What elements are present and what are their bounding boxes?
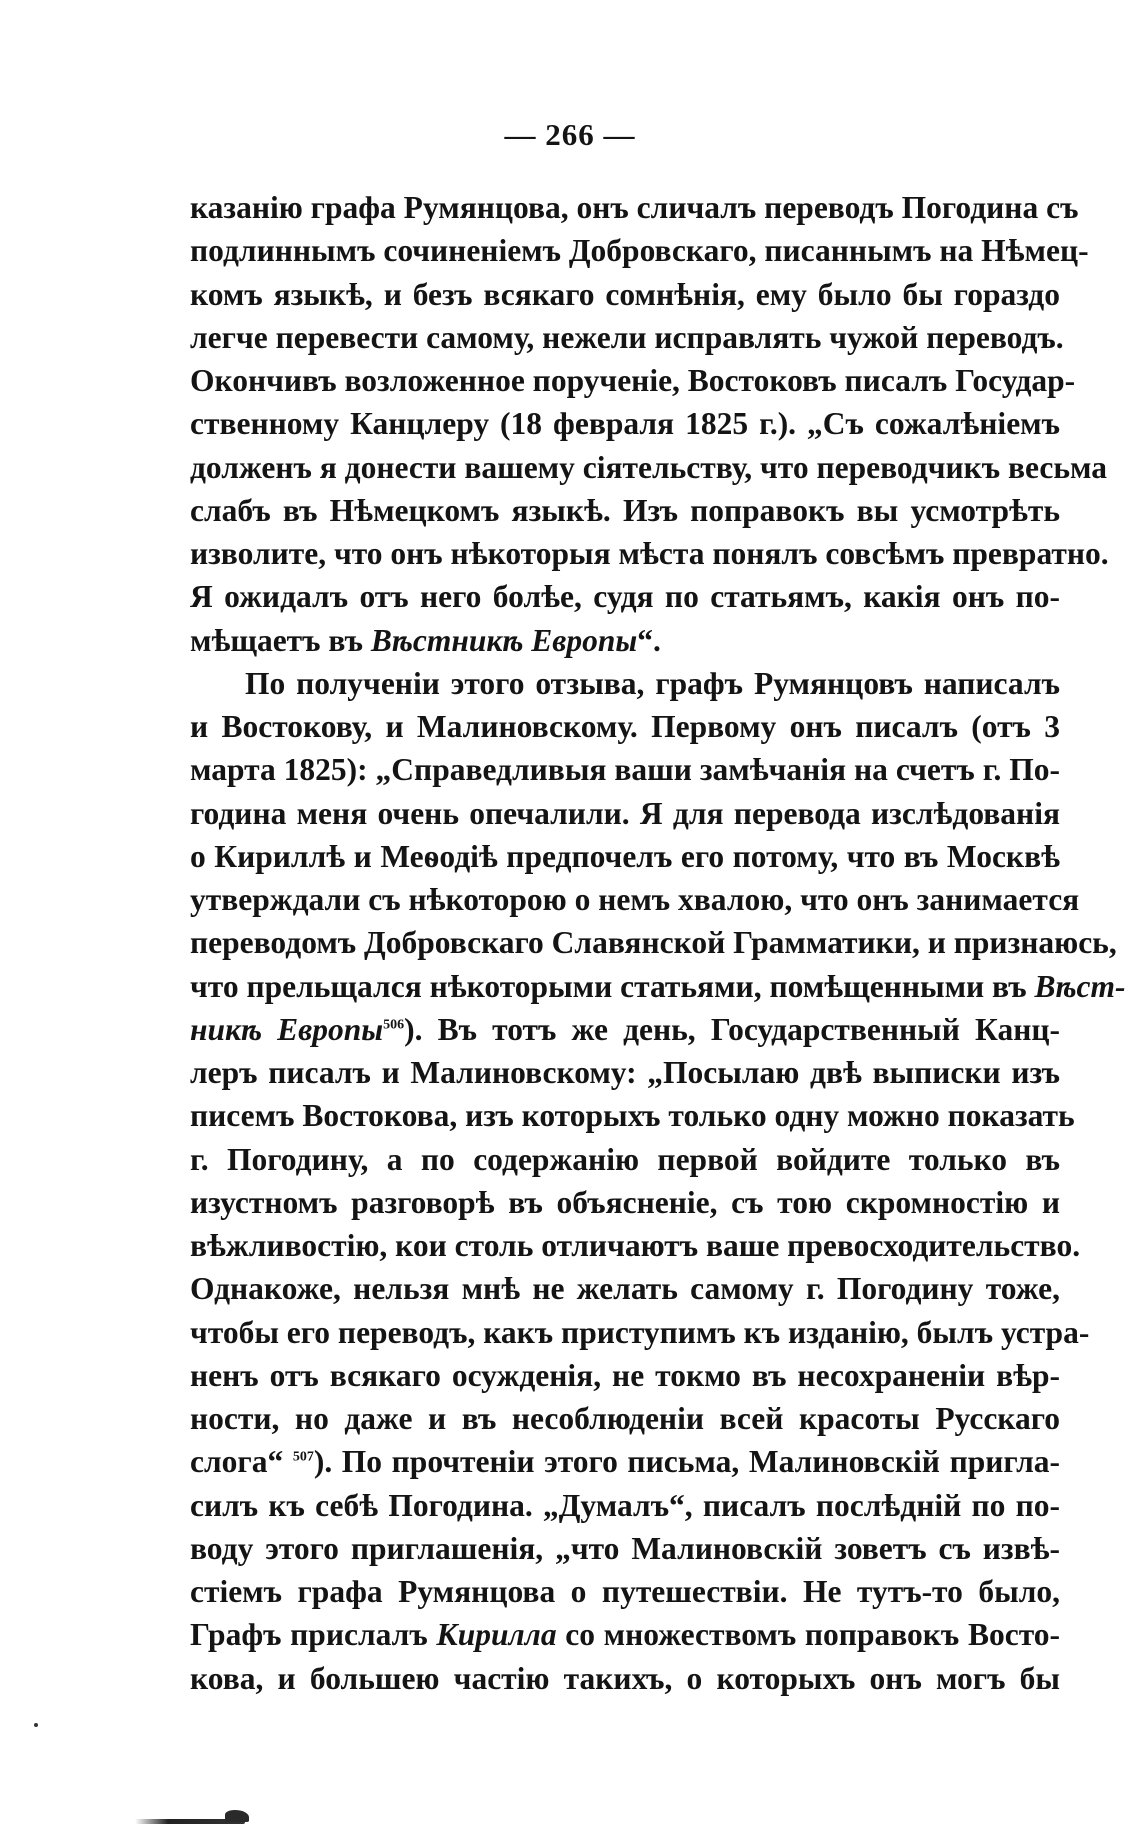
- text-line: ственному Канцлеру (18 февраля 1825 г.). „Съ сожалѣніемъ: [190, 406, 1060, 442]
- text-line: изволите, что онъ нѣкоторыя мѣста понялъ совсѣмъ превратно.: [190, 536, 1109, 571]
- text-line: Графъ прислалъ Кирилла со множествомъ поправокъ Восто-: [190, 1617, 1060, 1653]
- paragraph-start-line: По полученіи этого отзыва, графъ Румянцовъ написалъ: [245, 665, 1060, 701]
- text-line: силъ къ себѣ Погодина. „Думалъ“, писалъ послѣдній по по-: [190, 1487, 1060, 1523]
- text-line: г. Погодину, а по содержанію первой войдите только въ: [190, 1141, 1060, 1177]
- text-line: утверждали съ нѣкоторою о немъ хвалою, что онъ занимается: [190, 882, 1080, 917]
- text-line: стіемъ графа Румянцова о путешествіи. Не тутъ-то было,: [190, 1574, 1060, 1609]
- text-line: переводомъ Добровскаго Славянской Грамматики, и признаюсь,: [190, 925, 1117, 961]
- page-number: — 266 —: [504, 117, 636, 152]
- text-line: никѣ Европы$^{506}$). Въ тотъ же день, Государственный Канц-: [190, 1011, 1060, 1047]
- text-line: Я ожидалъ отъ него болѣе, судя по статьямъ, какія онъ по-: [190, 579, 1060, 615]
- text-line: изустномъ разговорѣ въ объясненіе, съ тою скромностію и: [190, 1184, 1060, 1220]
- text-line: о Кириллѣ и Меѳодіѣ предпочелъ его потому, что въ Москвѣ: [190, 838, 1060, 874]
- text-line: слога“ $^{507}$). По прочтеніи этого письма, Малиновскій пригла-: [190, 1444, 1060, 1480]
- text-line: комъ языкѣ, и безъ всякаго сомнѣнія, ему было бы гораздо: [190, 276, 1060, 312]
- text-line: Однакоже, нельзя мнѣ не желать самому г. Погодину тоже,: [190, 1271, 1060, 1307]
- text-line: слабъ въ Нѣмецкомъ языкѣ. Изъ поправокъ вы усмотрѣть: [190, 492, 1060, 528]
- text-line: чтобы его переводъ, какъ приступимъ къ изданію, былъ устра-: [190, 1314, 1090, 1350]
- text-line: подлиннымъ сочиненіемъ Добровскаго, писаннымъ на Нѣмец-: [190, 233, 1089, 269]
- text-line: мѣщаетъ въ Вѣстникѣ Европы“.: [190, 622, 661, 658]
- footnote-ref: 507: [292, 1449, 314, 1465]
- book-title: Кирилла: [436, 1617, 557, 1653]
- scan-speck: [34, 1723, 38, 1727]
- text-line: леръ писалъ и Малиновскому: „Посылаю двѣ выписки изъ: [190, 1055, 1060, 1090]
- text-line: что прельщался нѣкоторыми статьями, помѣщенными въ Вѣст-: [190, 968, 1126, 1004]
- scan-smudge-tip: [225, 1810, 249, 1822]
- text-line: казанію графа Румянцова, онъ сличалъ переводъ Погодина съ: [190, 190, 1079, 225]
- text-line: кова, и большею частію такихъ, о которыхъ онъ могъ бы: [190, 1660, 1060, 1696]
- text-line: вѣжливостію, кои столь отличаютъ ваше превосходительство.: [190, 1228, 1081, 1263]
- text-line: Окончивъ возложенное порученіе, Востоковъ писалъ Государ-: [190, 363, 1076, 398]
- footnote-ref: 506: [383, 1017, 405, 1033]
- text-line: и Востокову, и Малиновскому. Первому онъ писалъ (отъ 3: [190, 709, 1060, 744]
- journal-title: Вѣст-: [1034, 968, 1126, 1004]
- text-line: воду этого приглашенія, „что Малиновскій зоветъ съ извѣ-: [190, 1530, 1060, 1566]
- journal-title: Вѣстникѣ Европы: [370, 622, 638, 658]
- text-line: долженъ я донести вашему сіятельству, что переводчикъ весьма: [190, 449, 1108, 485]
- text-line: писемъ Востокова, изъ которыхъ только одну можно показать: [190, 1098, 1075, 1134]
- text-line: ности, но даже и въ несоблюденіи всей красоты Русскаго: [190, 1401, 1060, 1436]
- journal-title: никѣ Европы: [190, 1011, 384, 1047]
- text-line: ненъ отъ всякаго осужденія, не токмо въ несохраненіи вѣр-: [190, 1357, 1060, 1393]
- body-text: [190, 186, 1126, 1700]
- text-line: година меня очень опечалили. Я для перевода изслѣдованія: [190, 795, 1060, 831]
- text-line: легче перевести самому, нежели исправлять чужой переводъ.: [190, 319, 1064, 355]
- text-line: марта 1825): „Справедливыя ваши замѣчанія на счетъ г. По-: [190, 752, 1060, 788]
